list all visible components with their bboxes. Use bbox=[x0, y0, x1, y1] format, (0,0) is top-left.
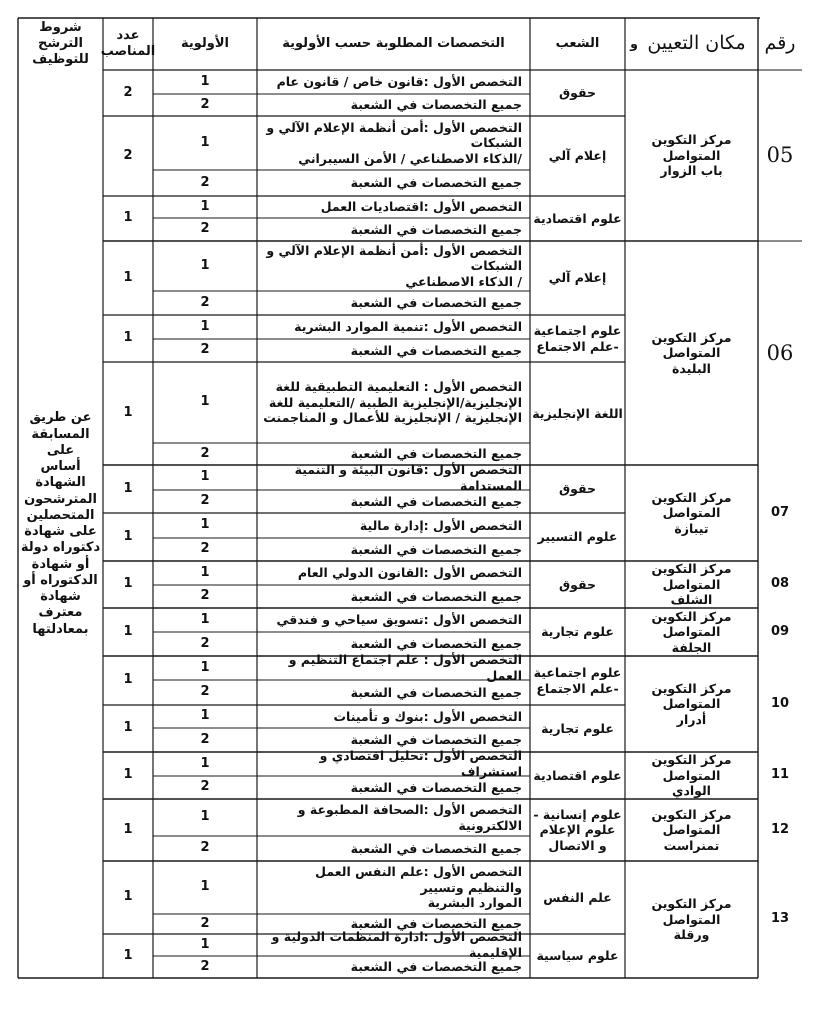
specialty-first: التخصص الأول :قانون البيئة و التنمية المستدامة bbox=[294, 461, 522, 493]
branch-name: علوم اجتماعية -علم الاجتماع bbox=[533, 664, 622, 696]
branch-name: حقوق bbox=[558, 481, 597, 497]
positions-count: 1 bbox=[123, 269, 133, 285]
branch-name: علوم إنسانية - علوم الإعلام و الاتصال bbox=[533, 806, 622, 853]
priority-1: 1 bbox=[200, 611, 210, 627]
priority-1: 1 bbox=[200, 257, 210, 273]
positions-count: 1 bbox=[123, 528, 133, 544]
specialty-all: جميع التخصصات في الشعبة bbox=[350, 636, 522, 652]
positions-count: 2 bbox=[123, 84, 133, 100]
priority-2: 2 bbox=[200, 96, 210, 112]
header-number: رقم bbox=[764, 32, 796, 55]
specialty-all: جميع التخصصات في الشعبة bbox=[350, 588, 522, 604]
branch-name: علوم اقتصادية bbox=[533, 767, 622, 783]
specialty-first: التخصص الأول :أمن أنظمة الإعلام الآلي و الشبكات / الذكاء الاصطناعي bbox=[266, 242, 522, 289]
priority-1: 1 bbox=[200, 659, 210, 675]
location-cell: مركز التكوين المتواصل الوادي bbox=[651, 752, 732, 799]
priority-1: 1 bbox=[200, 469, 210, 485]
specialty-all: جميع التخصصات في الشعبة bbox=[350, 295, 522, 311]
header-specialties: التخصصات المطلوبة حسب الأولوية bbox=[282, 35, 505, 51]
specialty-first: التخصص الأول :تنمية الموارد البشرية bbox=[294, 319, 522, 335]
branch-name: علوم اجتماعية -علم الاجتماع bbox=[533, 322, 622, 354]
row-number: 10 bbox=[770, 695, 790, 711]
priority-1: 1 bbox=[200, 394, 210, 410]
specialty-first: التخصص الأول :أمن أنظمة الإعلام الآلي و الشبكات /الذكاء الاصطناعي / الأمن السيبراني bbox=[266, 119, 522, 166]
row-number: 06 bbox=[766, 340, 794, 365]
priority-2: 2 bbox=[200, 445, 210, 461]
specialty-first: التخصص الأول : التعليمية التطبيقية للغة الإنجليزية/الإنجليزية الطبية /التعليمية للغة الإنجليزية / الإنجليزية للأعمال و المناجمنت bbox=[263, 379, 522, 426]
header-priority: الأولوية bbox=[181, 35, 230, 51]
header-branch: الشعب bbox=[555, 35, 600, 51]
priority-2: 2 bbox=[200, 684, 210, 700]
specialty-all: جميع التخصصات في الشعبة bbox=[350, 779, 522, 795]
positions-count: 1 bbox=[123, 720, 133, 736]
specialty-first: التخصص الأول :بنوك و تأمينات bbox=[333, 708, 522, 724]
positions-count: 1 bbox=[123, 767, 133, 783]
specialty-all: جميع التخصصات في الشعبة bbox=[350, 493, 522, 509]
branch-name: علوم التسيير bbox=[537, 529, 618, 545]
header-stray-mark: و bbox=[630, 36, 638, 52]
row-number: 11 bbox=[770, 767, 790, 783]
specialty-all: جميع التخصصات في الشعبة bbox=[350, 959, 522, 975]
priority-2: 2 bbox=[200, 493, 210, 509]
location-cell: مركز التكوين المتواصل تمنراست bbox=[651, 806, 732, 853]
priority-1: 1 bbox=[200, 198, 210, 214]
specialty-all: جميع التخصصات في الشعبة bbox=[350, 446, 522, 462]
positions-count: 2 bbox=[123, 147, 133, 163]
specialty-all: جميع التخصصات في الشعبة bbox=[350, 732, 522, 748]
positions-count: 1 bbox=[123, 623, 133, 639]
positions-count: 1 bbox=[123, 821, 133, 837]
specialty-first: التخصص الأول :ادارة المنظمات الدولية و الإقليمية bbox=[271, 929, 522, 960]
priority-2: 2 bbox=[200, 588, 210, 604]
positions-count: 1 bbox=[123, 576, 133, 592]
priority-2: 2 bbox=[200, 840, 210, 856]
branch-name: إعلام آلي bbox=[548, 270, 607, 286]
specialty-all: جميع التخصصات في الشعبة bbox=[350, 221, 522, 237]
priority-1: 1 bbox=[200, 755, 210, 771]
positions-count: 1 bbox=[123, 480, 133, 496]
location-cell: مركز التكوين المتواصل تيبازة bbox=[651, 489, 732, 536]
specialty-first: التخصص الأول :قانون خاص / قانون عام bbox=[276, 74, 522, 90]
branch-name: علوم اقتصادية bbox=[533, 210, 622, 226]
priority-2: 2 bbox=[200, 635, 210, 651]
specialty-first: التخصص الأول : علم اجتماع التنظيم و العمل bbox=[288, 652, 522, 683]
priority-2: 2 bbox=[200, 779, 210, 795]
priority-2: 2 bbox=[200, 294, 210, 310]
branch-name: علم النفس bbox=[543, 889, 612, 905]
branch-name: إعلام آلي bbox=[548, 148, 607, 164]
priority-1: 1 bbox=[200, 318, 210, 334]
specialty-first: التخصص الأول :اقتصاديات العمل bbox=[320, 199, 522, 215]
positions-count: 1 bbox=[123, 889, 133, 905]
header-conditions: شروط الترشح للتوظيف bbox=[32, 19, 89, 68]
branch-name: اللغة الإنجليزية bbox=[532, 405, 623, 421]
specialty-all: جميع التخصصات في الشعبة bbox=[350, 342, 522, 358]
priority-1: 1 bbox=[200, 936, 210, 952]
specialty-first: التخصص الأول :الصحافة المطبوعة و الالكترونية bbox=[297, 801, 522, 833]
location-cell: مركز التكوين المتواصل البليدة bbox=[651, 329, 732, 376]
location-cell: مركز التكوين المتواصل ورقلة bbox=[651, 896, 732, 943]
branch-name: علوم تجارية bbox=[541, 720, 614, 736]
row-number: 12 bbox=[770, 821, 790, 837]
row-number: 13 bbox=[770, 911, 790, 927]
priority-2: 2 bbox=[200, 541, 210, 557]
priority-1: 1 bbox=[200, 809, 210, 825]
specialty-first: التخصص الأول :إدارة مالية bbox=[359, 517, 522, 533]
priority-2: 2 bbox=[200, 174, 210, 190]
priority-2: 2 bbox=[200, 915, 210, 931]
location-cell: مركز التكوين المتواصل الجلفة bbox=[651, 608, 732, 655]
row-number: 09 bbox=[770, 623, 790, 639]
branch-name: علوم سياسية bbox=[536, 948, 619, 964]
branch-name: علوم تجارية bbox=[541, 624, 614, 640]
priority-2: 2 bbox=[200, 958, 210, 974]
positions-count: 1 bbox=[123, 405, 133, 421]
row-number: 05 bbox=[766, 143, 794, 168]
priority-1: 1 bbox=[200, 134, 210, 150]
priority-2: 2 bbox=[200, 342, 210, 358]
priority-1: 1 bbox=[200, 517, 210, 533]
location-cell: مركز التكوين المتواصل أدرار bbox=[651, 680, 732, 727]
positions-count: 1 bbox=[123, 672, 133, 688]
conditions-text: عن طريق المسابقة على أساس الشهادة المترشحون المتحصلين على شهادة دكتوراه دولة أو شهادة الدكتوراه أو شهادة معترف بمعادلتها bbox=[20, 410, 101, 637]
specialty-first: التخصص الأول :علم النفس العمل والتنظيم وتسيير الموارد البشرية bbox=[315, 864, 522, 911]
specialty-all: جميع التخصصات في الشعبة bbox=[350, 916, 522, 932]
header-location: مكان التعيين bbox=[647, 32, 746, 55]
row-number: 07 bbox=[770, 504, 790, 520]
priority-1: 1 bbox=[200, 708, 210, 724]
specialty-all: جميع التخصصات في الشعبة bbox=[350, 684, 522, 700]
row-number: 08 bbox=[770, 576, 790, 592]
priority-2: 2 bbox=[200, 221, 210, 237]
priority-1: 1 bbox=[200, 564, 210, 580]
branch-name: حقوق bbox=[558, 85, 597, 101]
positions-count: 1 bbox=[123, 947, 133, 963]
positions-count: 1 bbox=[123, 330, 133, 346]
priority-1: 1 bbox=[200, 879, 210, 895]
specialty-all: جميع التخصصات في الشعبة bbox=[350, 541, 522, 557]
branch-name: حقوق bbox=[558, 576, 597, 592]
specialty-first: التخصص الأول :تحليل اقتصادي و استشراف bbox=[319, 748, 522, 779]
specialty-all: جميع التخصصات في الشعبة bbox=[350, 840, 522, 856]
specialty-first: التخصص الأول :تسويق سياحي و فندقي bbox=[276, 612, 522, 628]
specialty-first: التخصص الأول :القانون الدولي العام bbox=[297, 565, 522, 581]
specialty-all: جميع التخصصات في الشعبة bbox=[350, 97, 522, 113]
positions-count: 1 bbox=[123, 210, 133, 226]
priority-2: 2 bbox=[200, 731, 210, 747]
location-cell: مركز التكوين المتواصل باب الزوار bbox=[651, 132, 732, 179]
location-cell: مركز التكوين المتواصل الشلف bbox=[651, 561, 732, 608]
specialty-all: جميع التخصصات في الشعبة bbox=[350, 175, 522, 191]
header-positions: عدد المناصب bbox=[100, 27, 156, 59]
priority-1: 1 bbox=[200, 73, 210, 89]
